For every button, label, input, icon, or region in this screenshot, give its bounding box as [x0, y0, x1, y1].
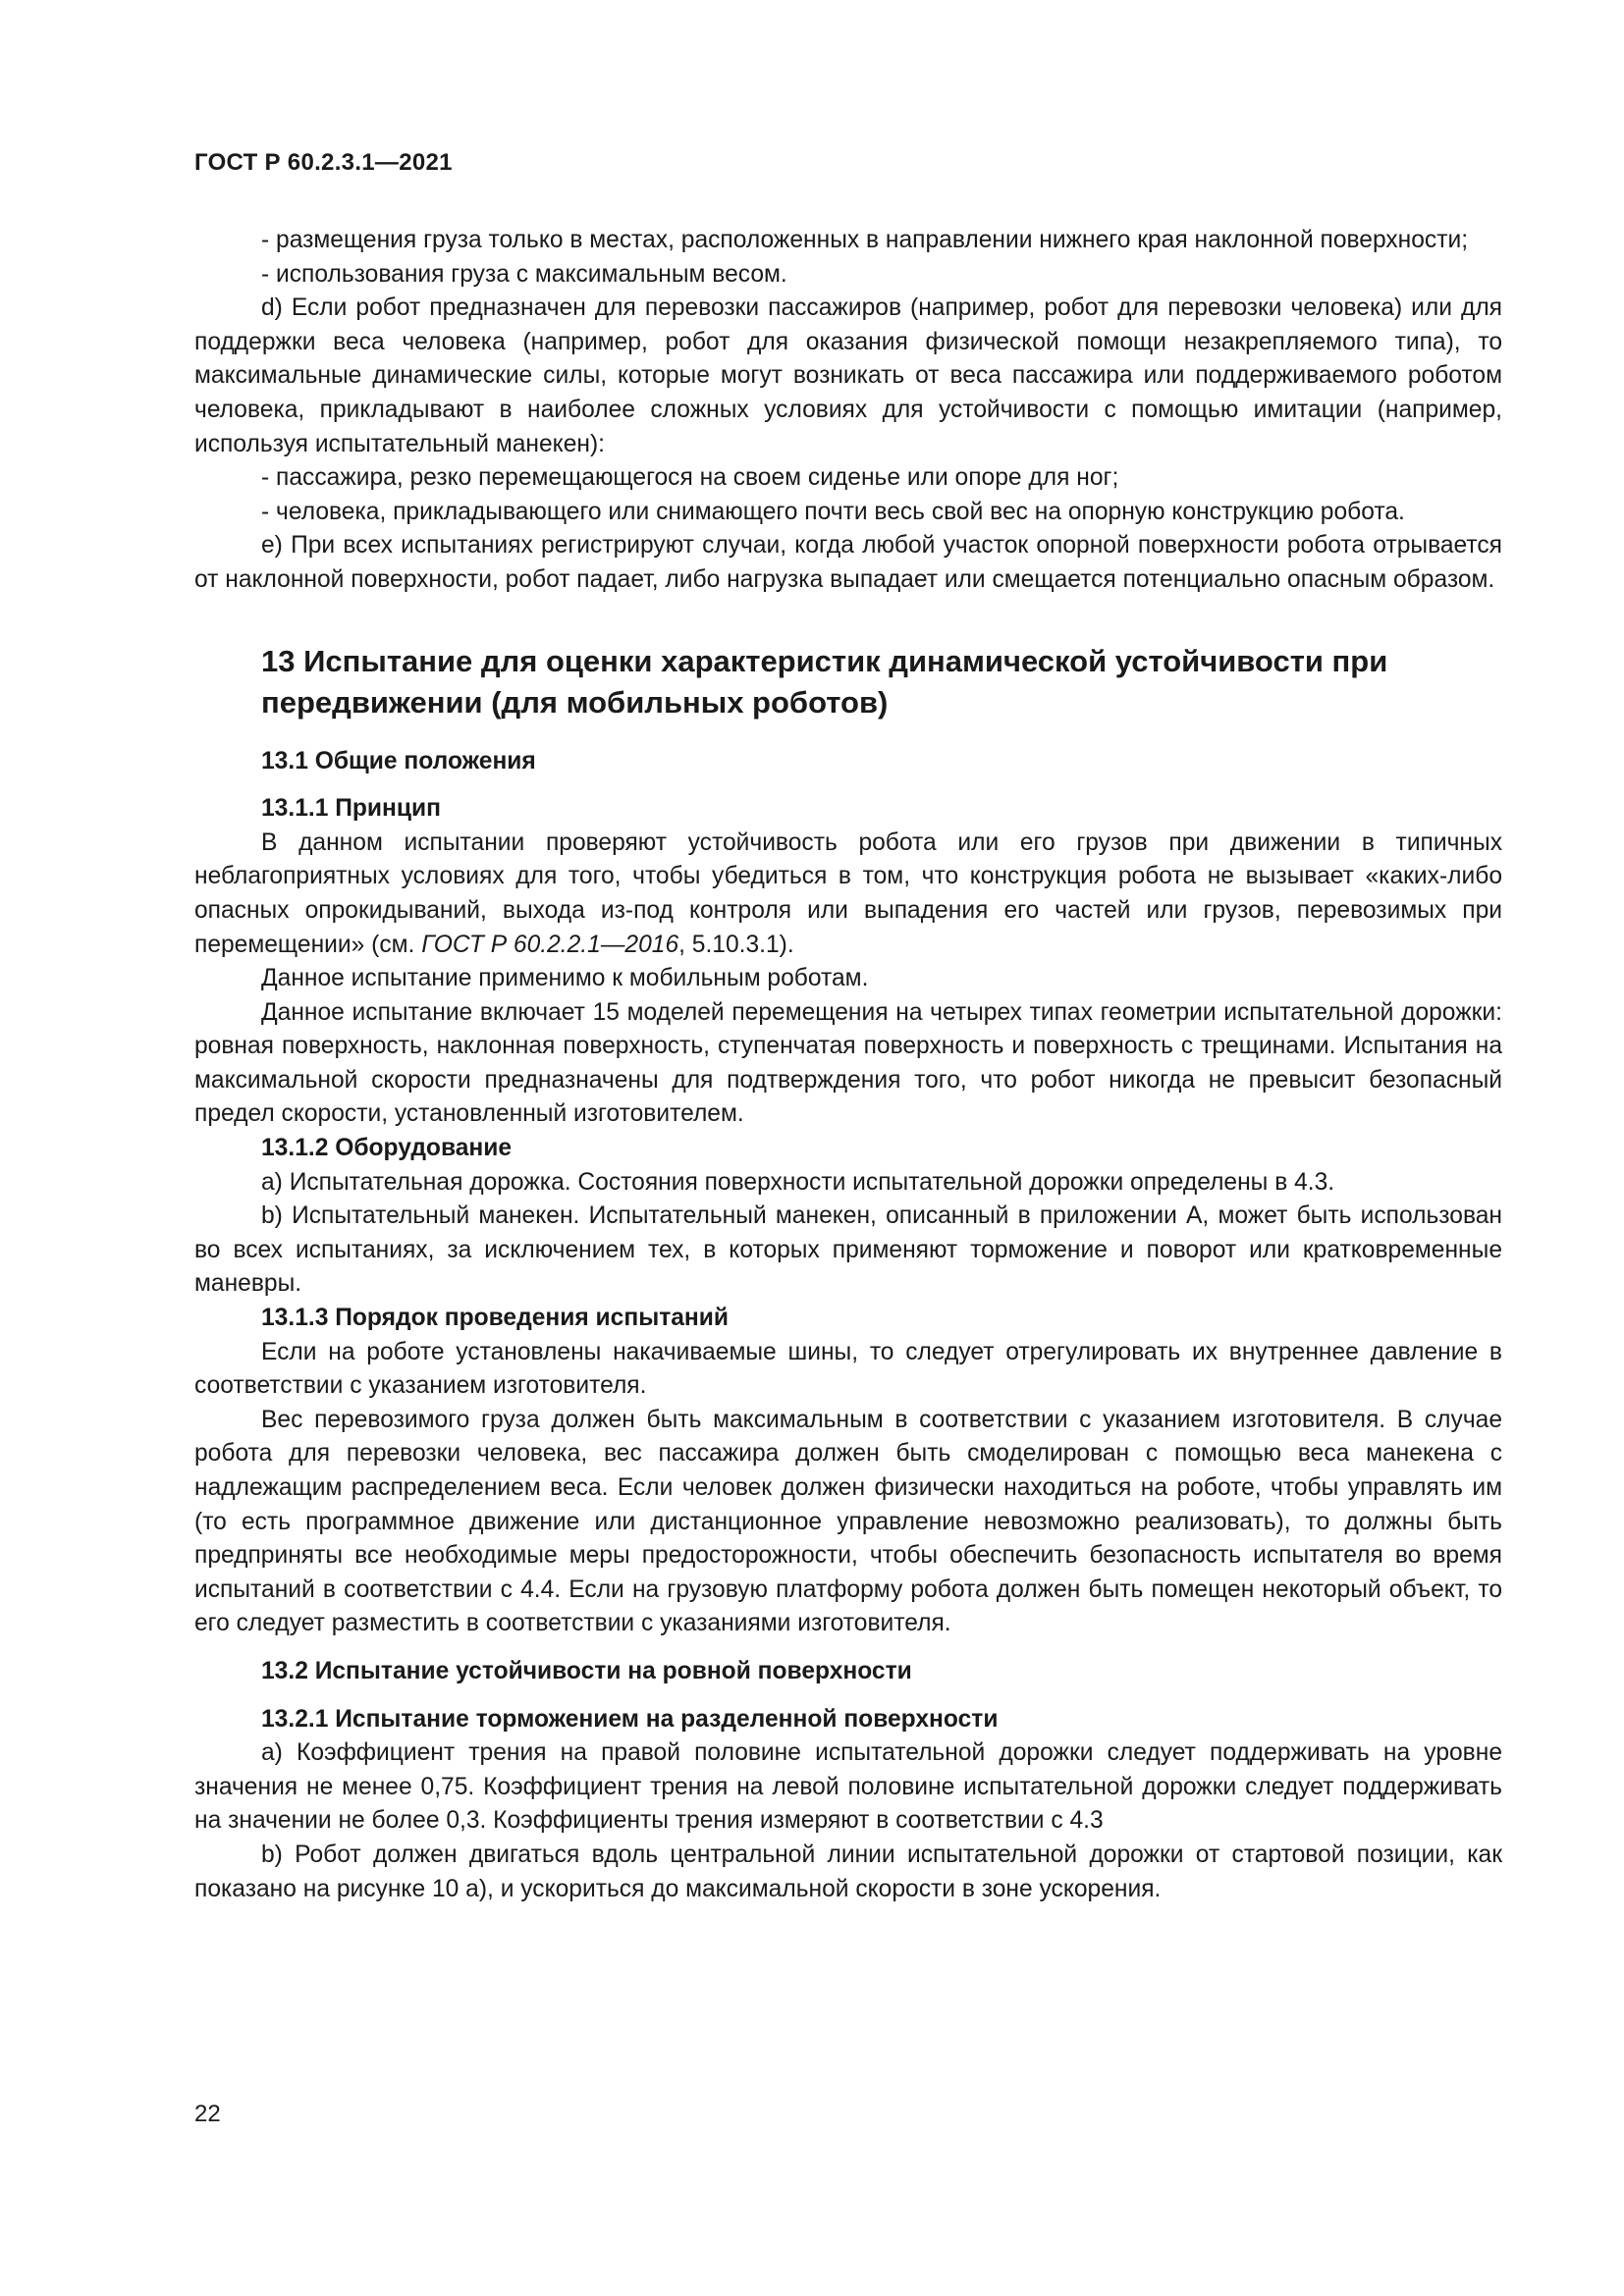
paragraph-text: В данном испытании проверяют устойчивость робота или его грузов при движении в типичных неблагоприятных условиях для того, чтобы убедиться в том, что конструкция робота не вызывает «каких-либо опасных опрокидываний, выхода из-под контроля или выпадения его частей или грузов, перевозимых при перемещении» (см.	[194, 828, 1502, 958]
paragraph: d) Если робот предназначен для перевозки пассажиров (например, робот для перевозки человека) или для поддержки веса человека (например, робот для оказания физической помощи незакрепляемого типа), то максимальные динамические силы, которые могут возникать от веса пассажира или поддерживаемого роботом человека, прикладывают в наиболее сложных условиях для устойчивости с помощью имитации (например, используя испытательный манекен):	[194, 294, 1502, 457]
paragraph: Данное испытание применимо к мобильным роботам.	[261, 965, 869, 992]
document-header: ГОСТ Р 60.2.3.1—2021	[194, 149, 453, 176]
document-body	[194, 224, 1502, 1906]
paragraph: a) Коэффициент трения на правой половине испытательной дорожки следует поддерживать на уровне значения не менее 0,75. Коэффициент трения на левой половине испытательной дорожки следует поддерживать на значении не более 0,3. Коэффициенты трения измеряют в соответствии с 4.3	[194, 1739, 1502, 1835]
paragraph: e) При всех испытаниях регистрируют случаи, когда любой участок опорной поверхности робота отрывается от наклонной поверхности, робот падает, либо нагрузка выпадает или смещается потенциально опасным образом.	[194, 532, 1502, 593]
page-number: 22	[194, 2101, 221, 2127]
paragraph: b) Робот должен двигаться вдоль центральной линии испытательной дорожки от стартовой позиции, как показано на рисунке 10 a), и ускориться до максимальной скорости в зоне ускорения.	[194, 1841, 1502, 1902]
section-13-2-heading: 13.2 Испытание устойчивости на ровной поверхности	[261, 1657, 912, 1684]
section-13-1-2-heading: 13.1.2 Оборудование	[261, 1135, 513, 1162]
paragraph: - человека, прикладывающего или снимающего почти весь свой вес на опорную конструкцию робота.	[261, 498, 1405, 525]
section-13-1-3-heading: 13.1.3 Порядок проведения испытаний	[261, 1305, 730, 1332]
paragraph: - пассажира, резко перемещающегося на своем сиденье или опоре для ног;	[261, 464, 1119, 492]
paragraph	[194, 827, 1502, 962]
paragraph: Данное испытание включает 15 моделей перемещения на четырех типах геометрии испытательной дорожки: ровная поверхность, наклонная поверхность, ступенчатая поверхность и поверхность с трещинами. Испытания на максимальной скорости предназначены для подтверждения того, что робот никогда не превысит безопасный предел скорости, установленный изготовителем.	[194, 998, 1502, 1128]
standard-reference: ГОСТ Р 60.2.2.1—2016	[421, 931, 679, 958]
section-13-2-1-heading: 13.2.1 Испытание торможением на разделенной поверхности	[261, 1705, 999, 1733]
paragraph: Если на роботе установлены накачиваемые шины, то следует отрегулировать их внутреннее давление в соответствии с указанием изготовителя.	[194, 1338, 1502, 1400]
section-13-1-1-heading: 13.1.1 Принцип	[261, 795, 441, 823]
paragraph-text: , 5.10.3.1).	[678, 931, 794, 958]
section-13-1-heading: 13.1 Общие положения	[261, 747, 536, 774]
paragraph: - использования груза с максимальным весом.	[261, 260, 787, 288]
paragraph: a) Испытательная дорожка. Состояния поверхности испытательной дорожки определены в 4.3.	[261, 1168, 1335, 1196]
paragraph: b) Испытательный манекен. Испытательный манекен, описанный в приложении А, может быть использован во всех испытаниях, за исключением тех, в которых применяют торможение и поворот или кратковременные маневры.	[194, 1202, 1502, 1298]
paragraph: Вес перевозимого груза должен быть максимальным в соответствии с указанием изготовителя. В случае робота для перевозки человека, вес пассажира должен быть смоделирован с помощью веса манекена с надлежащим распределением веса. Если человек должен физически находиться на роботе, чтобы управлять им (то есть программное движение или дистанционное управление невозможно реализовать), то должны быть предприняты все необходимые меры предосторожности, чтобы обеспечить безопасность испытателя во время испытаний в соответствии с 4.4. Если на грузовую платформу робота должен быть помещен некоторый объект, то его следует разместить в соответствии с указаниями изготовителя.	[194, 1406, 1502, 1637]
paragraph: - размещения груза только в местах, расположенных в направлении нижнего края наклонной поверхности;	[261, 227, 1469, 253]
section-13-heading: 13 Испытание для оценки характеристик динамической устойчивости при передвижении (для мобильных роботов)	[261, 643, 1388, 720]
